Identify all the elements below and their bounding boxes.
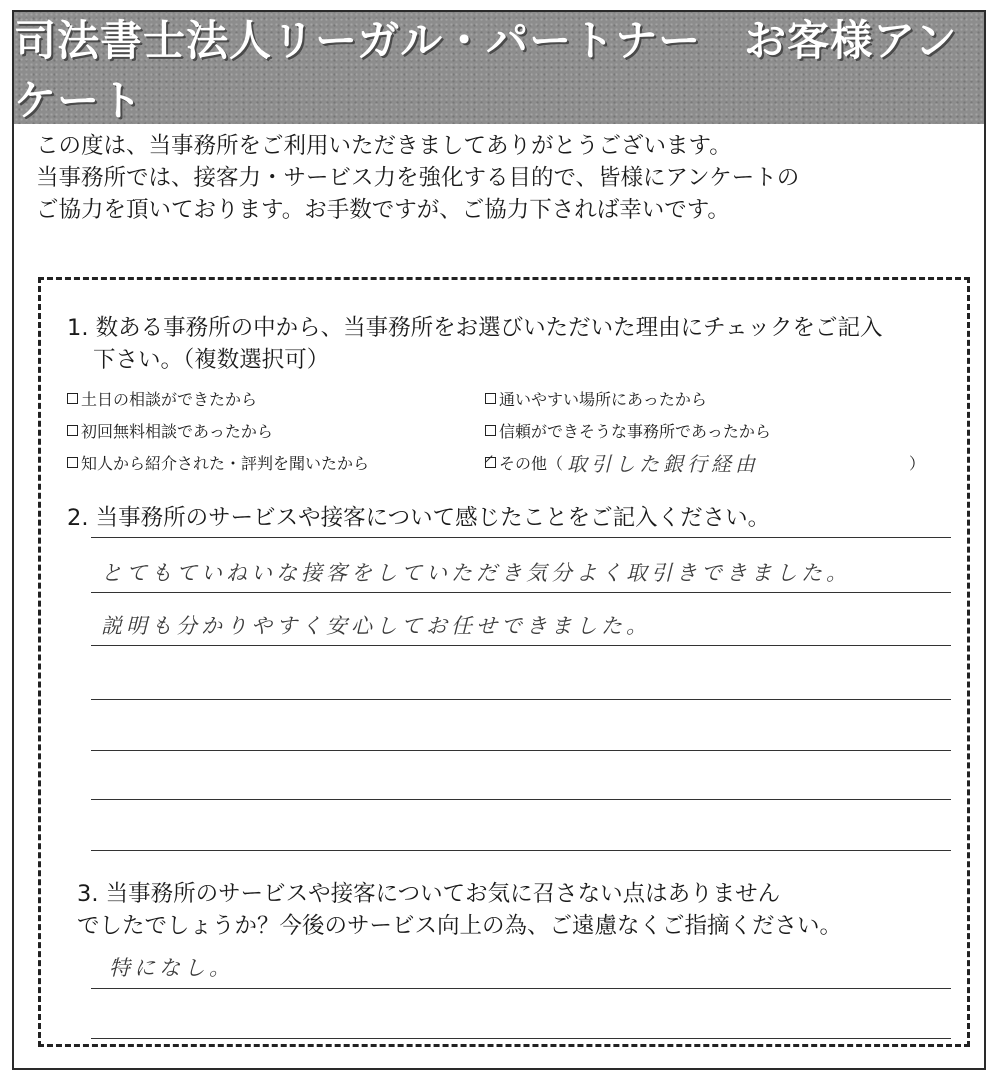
answer-line bbox=[91, 592, 951, 593]
q2-title: 2. 当事務所のサービスや接客について感じたことをご記入ください。 bbox=[67, 505, 771, 531]
option-label: 初回無料相談であったから bbox=[81, 422, 273, 441]
q1-title-line2: 下さい。（複数選択可） bbox=[93, 347, 330, 373]
question-area bbox=[38, 277, 970, 1047]
option-label: 知人から紹介された・評判を聞いたから bbox=[81, 454, 370, 473]
answer-line bbox=[91, 645, 951, 646]
other-answer-handwritten: 取引した銀行経由 bbox=[567, 452, 760, 476]
answer-line bbox=[91, 537, 951, 538]
checkbox-icon[interactable] bbox=[485, 393, 496, 404]
q1-option-location[interactable] bbox=[485, 387, 707, 410]
q1-title-line1: 1. 数ある事務所の中から、当事務所をお選びいただいた理由にチェックをご記入 bbox=[67, 315, 883, 341]
option-label: その他（ bbox=[499, 454, 564, 473]
q1-option-weekend[interactable] bbox=[67, 387, 257, 410]
q2-answer-line1: とてもていねいな接客をしていただき気分よく取引きできました。 bbox=[101, 561, 851, 585]
survey-header bbox=[14, 12, 984, 124]
checkbox-icon[interactable] bbox=[67, 457, 78, 468]
answer-line bbox=[91, 699, 951, 700]
q3-title-line1: 3. 当事務所のサービスや接客についてお気に召さない点はありません bbox=[77, 881, 781, 907]
checkbox-icon[interactable] bbox=[67, 425, 78, 436]
q2-answer-line2: 説明も分かりやすく安心してお任せできました。 bbox=[101, 614, 651, 638]
survey-title: 司法書士法人リーガル・パートナー お客様アンケート bbox=[14, 16, 958, 125]
survey-sheet bbox=[12, 10, 986, 1070]
answer-line bbox=[91, 850, 951, 851]
answer-line bbox=[91, 1038, 951, 1039]
answer-line bbox=[91, 750, 951, 751]
intro-line: この度は、当事務所をご利用いただきましてありがとうございます。 bbox=[36, 133, 732, 159]
option-label: 信頼ができそうな事務所であったから bbox=[499, 422, 771, 441]
option-label: 土日の相談ができたから bbox=[81, 390, 258, 409]
q3-answer: 特になし。 bbox=[109, 956, 234, 980]
option-close-paren: ） bbox=[909, 454, 926, 473]
checkbox-icon[interactable] bbox=[485, 425, 496, 436]
q1-option-free-consult[interactable] bbox=[67, 419, 273, 442]
q1-option-trustworthy[interactable] bbox=[485, 419, 771, 442]
answer-line bbox=[91, 988, 951, 989]
checked-checkbox-icon[interactable] bbox=[485, 457, 496, 468]
checkbox-icon[interactable] bbox=[67, 393, 78, 404]
intro-text bbox=[36, 130, 956, 226]
intro-line: ご協力を頂いております。お手数ですが、ご協力下されば幸いです。 bbox=[36, 197, 730, 223]
answer-line bbox=[91, 799, 951, 800]
q3-title-line2: でしたでしょうか？今後のサービス向上の為、ご遠慮なくご指摘ください。 bbox=[77, 913, 843, 939]
option-label: 通いやすい場所にあったから bbox=[499, 390, 707, 409]
intro-line: 当事務所では、接客力・サービス力を強化する目的で、皆様にアンケートの bbox=[36, 165, 800, 191]
q1-option-referral[interactable] bbox=[67, 451, 369, 474]
q1-option-other[interactable] bbox=[485, 448, 925, 477]
